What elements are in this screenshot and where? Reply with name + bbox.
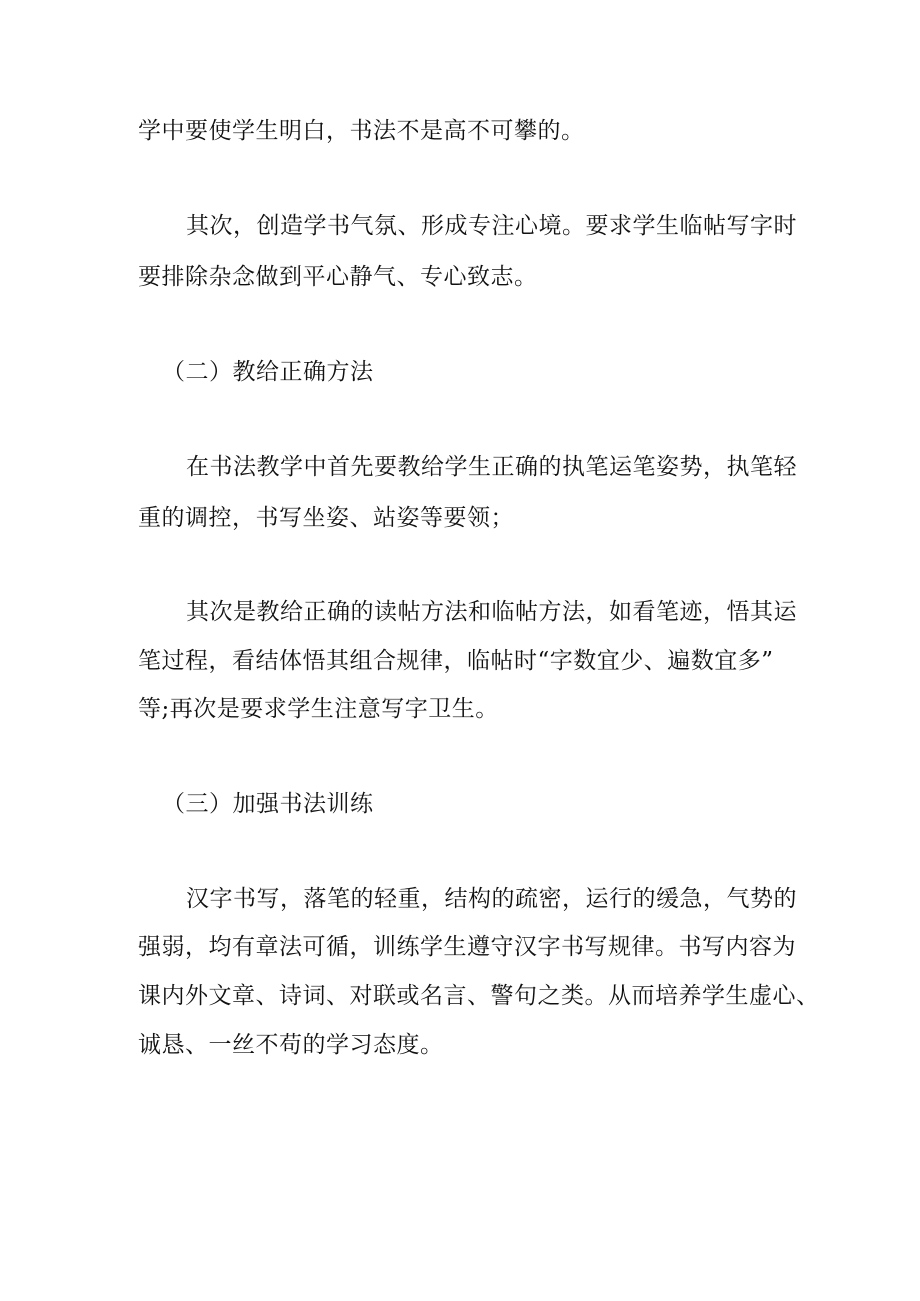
paragraph-line: 其次是教给正确的读帖方法和临帖方法，如看笔迹，悟其运 [186,599,797,625]
paragraph-line: 强弱，均有章法可循，训练学生遵守汉字书写规律。书写内容为 [138,934,796,960]
paragraph-line: 重的调控，书写坐姿、站姿等要领； [138,505,514,531]
paragraph-line: 等;再次是要求学生注意写字卫生。 [138,696,499,722]
paragraph-line: 其次，创造学书气氛、形成专注心境。要求学生临帖写字时 [186,213,797,239]
paragraph-line: 要排除杂念做到平心静气、专心致志。 [138,264,538,290]
paragraph-line: 在书法教学中首先要教给学生正确的执笔运笔姿势，执笔轻 [186,454,797,480]
paragraph-line: 汉字书写，落笔的轻重，结构的疏密，运行的缓急，气势的 [186,886,797,912]
paragraph-line: 学中要使学生明白，书法不是高不可攀的。 [138,118,585,144]
paragraph-line: 笔过程，看结体悟其组合规律，临帖时“字数宜少、遍数宜多” [138,648,774,674]
section-heading: （三）加强书法训练 [162,791,374,817]
section-heading: （二）教给正确方法 [162,359,374,385]
paragraph-line: 课内外文章、诗词、对联或名言、警句之类。从而培养学生虚心、 [138,983,820,1009]
paragraph-line: 诚恳、一丝不苟的学习态度。 [138,1032,444,1058]
